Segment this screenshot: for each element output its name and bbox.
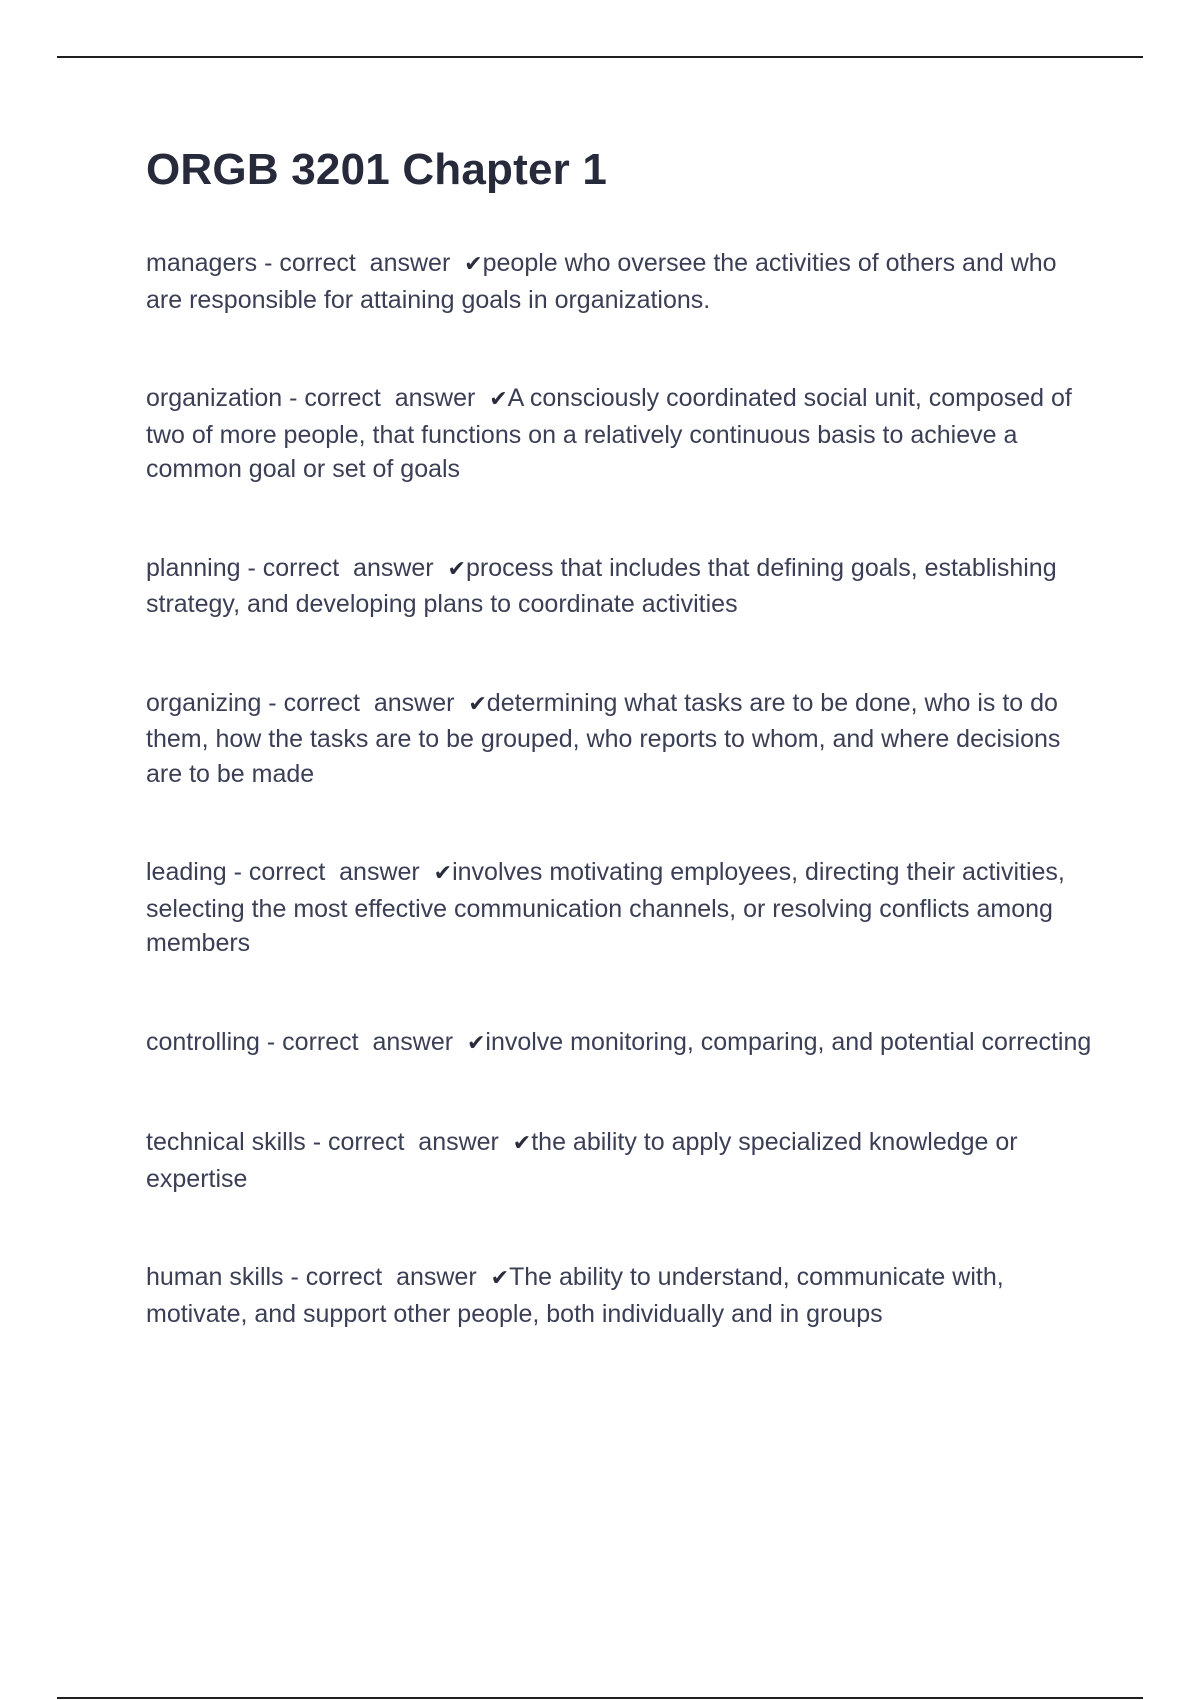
list-item (146, 1125, 1096, 1196)
answer-marker: - correct answer (240, 553, 448, 582)
list-item (146, 686, 1096, 792)
list-item (146, 551, 1096, 622)
bottom-divider (57, 1697, 1143, 1699)
checkmark-icon: ✔ (489, 387, 508, 412)
document-body (146, 140, 1096, 1395)
entry-definition: determining what tasks are to be done, who is to do them, how the tasks are to be grouped, who reports to whom, and where decisions are to be made (146, 688, 1061, 788)
top-divider (57, 56, 1143, 58)
list-item (146, 246, 1096, 317)
entry-term: planning (146, 553, 241, 582)
flashcard-list (146, 246, 1096, 1331)
entry-term: organizing (146, 688, 262, 717)
page-title: ORGB 3201 Chapter 1 (146, 145, 608, 194)
checkmark-icon: ✔ (490, 1266, 509, 1291)
checkmark-icon: ✔ (512, 1131, 532, 1156)
entry-definition: involves motivating employees, directing their activities, selecting the most effective communication channels, or resolving conflicts among members (146, 858, 1065, 957)
answer-marker: - correct answer (305, 1128, 513, 1156)
entry-term: organization (146, 384, 283, 412)
answer-marker: - correct answer (261, 688, 469, 717)
entry-term: technical skills (146, 1128, 306, 1156)
entry-definition: process that includes that defining goals, establishing strategy, and developing plans to coordinate activities (146, 553, 1057, 618)
entry-definition: The ability to understand, communicate with, motivate, and support other people, both individually and in groups (146, 1263, 1004, 1328)
answer-marker: - correct answer (257, 249, 465, 277)
answer-marker: - correct answer (226, 858, 434, 886)
list-item (146, 855, 1096, 961)
checkmark-icon: ✔ (466, 1030, 486, 1056)
entry-term: leading (146, 858, 227, 886)
checkmark-icon: ✔ (447, 556, 466, 582)
entry-definition: A consciously coordinated social unit, composed of two of more people, that functions on a relatively continuous basis to achieve a common goal or set of goals (146, 384, 1072, 483)
answer-marker: - correct answer (259, 1027, 467, 1056)
checkmark-icon: ✔ (464, 252, 483, 277)
entry-term: human skills (146, 1263, 284, 1291)
answer-marker: - correct answer (282, 384, 490, 412)
list-item (146, 1260, 1096, 1331)
entry-definition: involve monitoring, comparing, and potential correcting (485, 1027, 1092, 1056)
checkmark-icon: ✔ (468, 691, 487, 717)
entry-definition: people who oversee the activities of others and who are responsible for attaining goals in organizations. (146, 249, 1057, 314)
checkmark-icon: ✔ (433, 861, 453, 886)
list-item (146, 1025, 1096, 1062)
answer-marker: - correct answer (283, 1263, 491, 1291)
entry-term: managers (146, 249, 258, 277)
list-item (146, 381, 1096, 487)
entry-definition: the ability to apply specialized knowledge or expertise (146, 1128, 1018, 1193)
entry-term: controlling (146, 1027, 260, 1056)
